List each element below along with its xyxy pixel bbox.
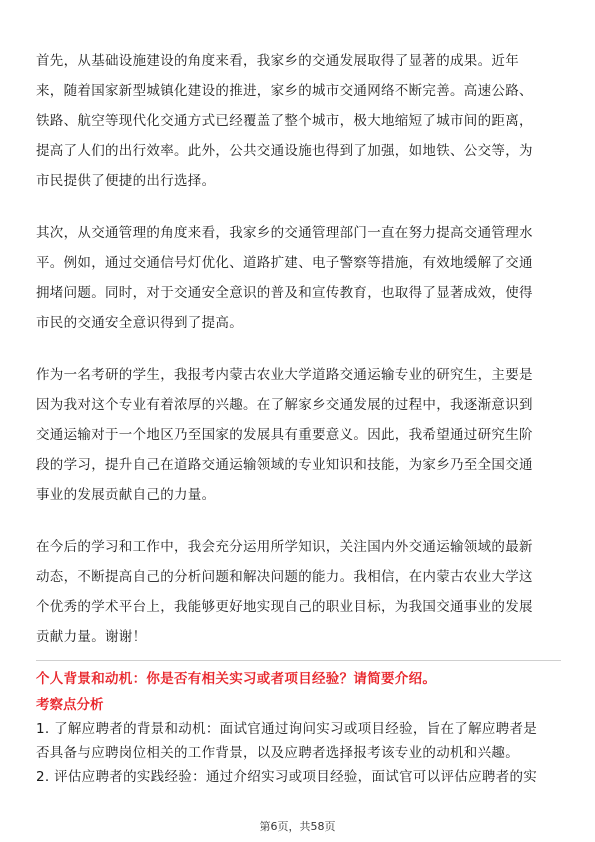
text-line: 平。例如，通过交通信号灯优化、道路扩建、电子警察等措施，有效地缓解了交通	[36, 255, 533, 271]
text-line: 首先，从基础设施建设的角度来看，我家乡的交通发展取得了显著的成果。近年	[36, 53, 519, 69]
text-line: 段的学习，提升自己在道路交通运输领域的专业知识和技能，为家乡乃至全国交通	[36, 457, 533, 473]
text-line: 拥堵问题。同时，对于交通安全意识的普及和宣传教育，也取得了显著成效，使得	[36, 285, 533, 301]
page-number: 第6页，共58页	[259, 820, 336, 833]
question-heading: 个人背景和动机：你是否有相关实习或者项目经验？请简要介绍。	[36, 671, 437, 687]
list-item: 2. 评估应聘者的实践经验：通过介绍实习或项目经验，面试官可以评估应聘者的实	[36, 769, 538, 785]
list-item: 否具备与应聘岗位相关的工作背景，以及应聘者选择报考该专业的动机和兴趣。	[36, 745, 519, 761]
analysis-list	[36, 717, 561, 789]
text-line: 其次，从交通管理的角度来看，我家乡的交通管理部门一直在努力提高交通管理水	[36, 225, 533, 241]
analysis-heading: 考察点分析	[36, 697, 104, 713]
text-line: 动态，不断提高自己的分析问题和解决问题的能力。我相信，在内蒙古农业大学这	[36, 569, 533, 585]
paragraph-4	[36, 532, 561, 652]
text-line: 铁路、航空等现代化交通方式已经覆盖了整个城市，极大地缩短了城市间的距离，	[36, 113, 533, 129]
text-line: 交通运输对于一个地区乃至国家的发展具有重要意义。因此，我希望通过研究生阶	[36, 427, 533, 443]
paragraph-3	[36, 360, 561, 510]
section-divider	[36, 660, 561, 661]
list-item: 1. 了解应聘者的背景和动机：面试官通过询问实习或项目经验，旨在了解应聘者是	[36, 721, 538, 737]
text-line: 提高了人们的出行效率。此外，公共交通设施也得到了加强，如地铁、公交等，为	[36, 143, 533, 159]
text-line: 因为我对这个专业有着浓厚的兴趣。在了解家乡交通发展的过程中，我逐渐意识到	[36, 397, 533, 413]
text-line: 市民提供了便捷的出行选择。	[36, 173, 216, 189]
paragraph-1	[36, 46, 561, 196]
text-line: 个优秀的学术平台上，我能够更好地实现自己的职业目标，为我国交通事业的发展	[36, 599, 533, 615]
text-line: 贡献力量。谢谢！	[36, 629, 147, 645]
text-line: 事业的发展贡献自己的力量。	[36, 487, 216, 503]
text-line: 来，随着国家新型城镇化建设的推进，家乡的城市交通网络不断完善。高速公路、	[36, 83, 533, 99]
text-line: 市民的交通安全意识得到了提高。	[36, 315, 243, 331]
paragraph-2	[36, 218, 561, 338]
page-content	[36, 46, 561, 789]
text-line: 在今后的学习和工作中，我会充分运用所学知识，关注国内外交通运输领域的最新	[36, 539, 533, 555]
text-line: 作为一名考研的学生，我报考内蒙古农业大学道路交通运输专业的研究生，主要是	[36, 367, 533, 383]
